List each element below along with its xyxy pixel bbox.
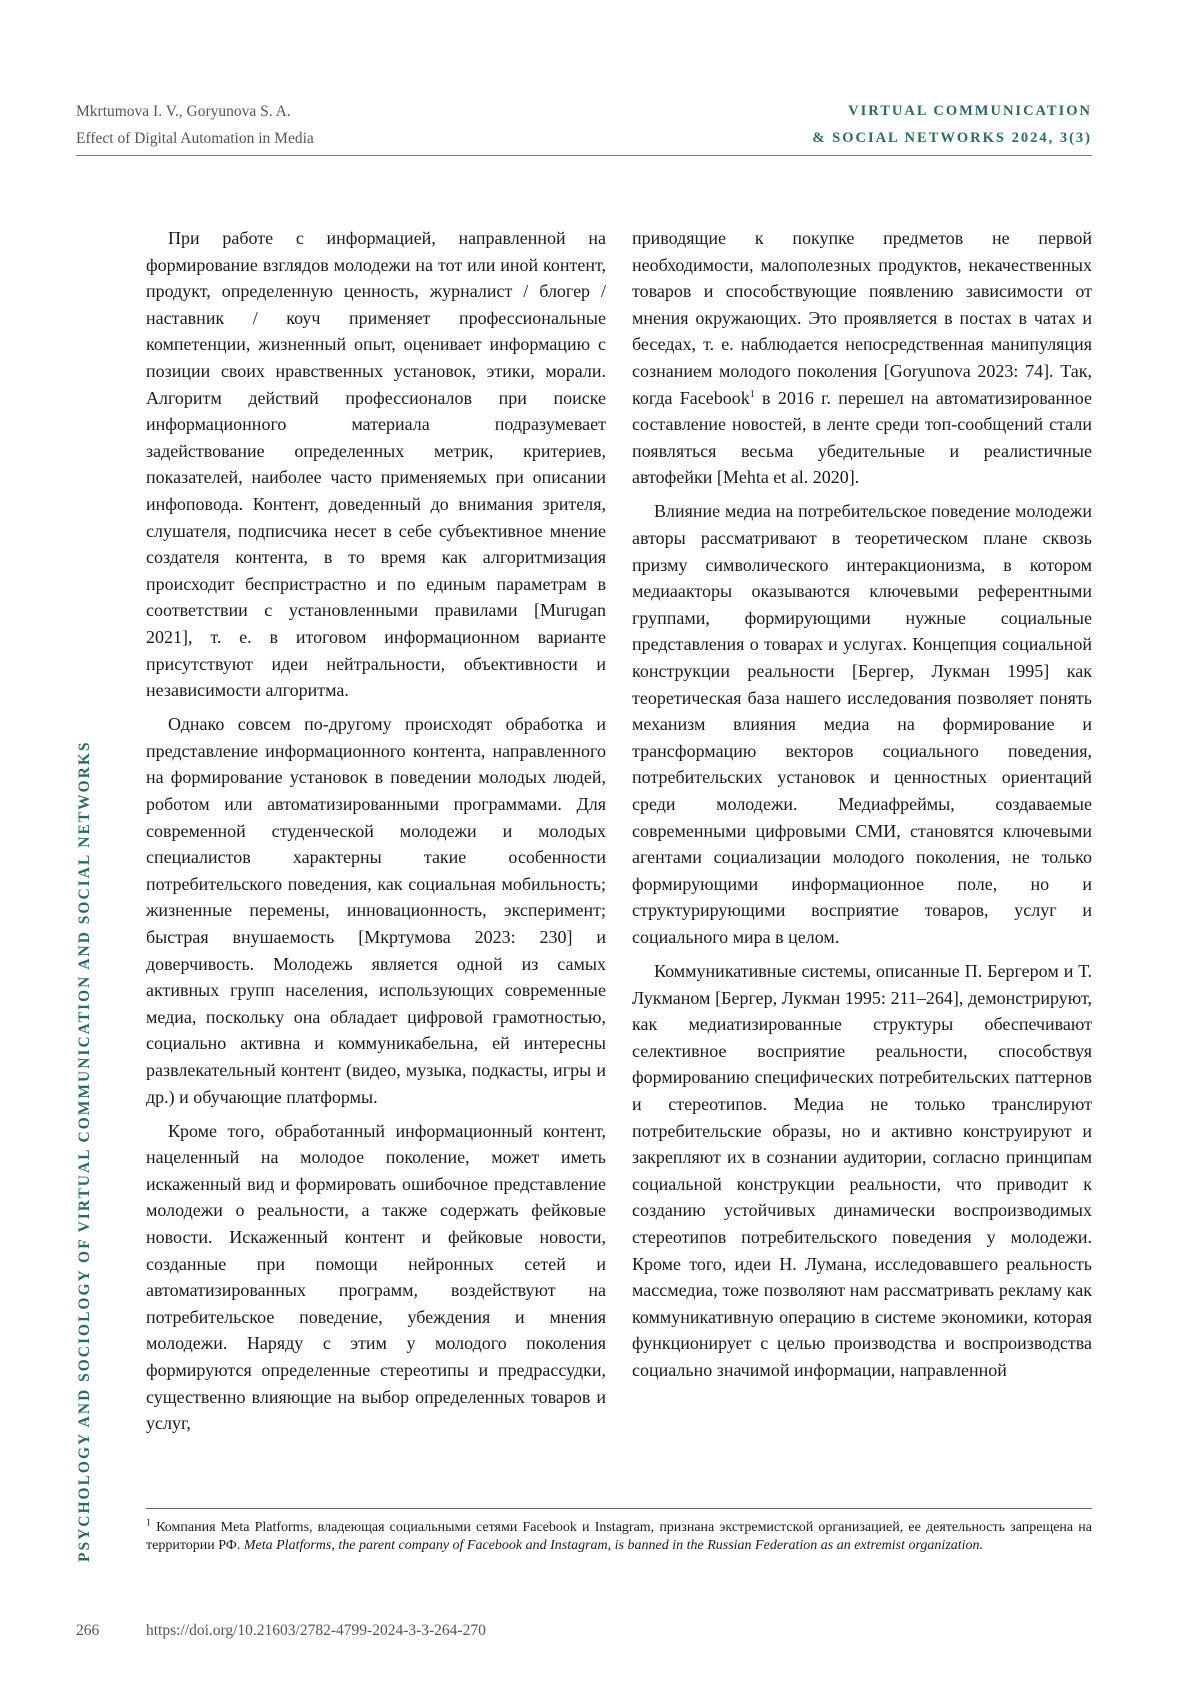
body-column-left — [146, 225, 606, 1444]
footnote-marker: 1 — [146, 1517, 151, 1529]
body-text: в 2016 г. перешел на автоматизированное составление новостей, в ленте среди топ-сообщений стали появляться весьма убедительные и реалистичные автофейки [Mehta et al. 2020]. — [632, 387, 1092, 488]
body-text: приводящие к покупке предметов не первой необходимости, малополезных продуктов, некачественных товаров и способствующие появлению зависимости от мнения окружающих. Это проявляется в постах в чатах и беседах, т. е. наблюдается непосредственная манипуляция сознанием молодого поколения [Goryunova 2023: 74]. Так, когда Facebook — [632, 228, 1092, 408]
header-journal-line1: VIRTUAL COMMUNICATION — [848, 103, 1092, 119]
header-short-title: Effect of Digital Automation in Media — [76, 130, 314, 147]
footnote-reference: 1 — [749, 388, 755, 400]
body-paragraph: Однако совсем по-другому происходят обработка и представление информационного контента, направленного на формирование установок в поведении молодых людей, роботом или автоматизированными программами. Для современной студенческой молодежи и молодых специалистов характерны такие особенности потребительского поведения, как социальная мобильность; жизненные перемены, инновационность, эксперимент; быстрая внушаемость [Мкртумова 2023: 230] и доверчивость. Молодежь является одной из самых активных групп населения, использующих современные медиа, поскольку она обладает цифровой грамотностью, социально активна и коммуникабельна, ей интересны развлекательный контент (видео, музыка, подкасты, игры и др.) и обучающие платформы. — [146, 714, 606, 1107]
body-paragraph: При работе с информацией, направленной на формирование взглядов молодежи на тот или иной контент, продукт, определенную ценность, журналист / блогер / наставник / коуч применяет профессиональные компетенции, жизненный опыт, оценивает информацию с позиции своих нравственных установок, этики, морали. Алгоритм действий профессионалов при поиске информационного материала подразумевает задействование определенных метрик, критериев, показателей, наиболее часто применяемых при описании инфоповода. Контент, доведенный до внимания зрителя, слушателя, подписчика несет в себе субъективное мнение создателя контента, в то время как алгоритмизация происходит беспристрастно и по единым параметрам в соответствии с установленными правилами [Murugan 2021], т. е. в итоговом информационном варианте присутствуют идеи нейтральности, объективности и независимости алгоритма. — [146, 228, 606, 701]
footnote — [146, 1519, 1092, 1555]
footnote-text-en: Meta Platforms, the parent company of Facebook and Instagram, is banned in the Russian Federation as an extremist organization. — [243, 1538, 984, 1553]
footnote-text-ru: Компания Meta Platforms, владеющая социальными сетями Facebook и Instagram, признана экстремистской организацией, ее деятельность запрещена на территории РФ. — [146, 1520, 1092, 1553]
body-paragraph: Коммуникативные системы, описанные П. Бергером и Т. Лукманом [Бергер, Лукман 1995: 211–264], демонстрируют, как медиатизированные структуры обеспечивают селективное восприятие реальности, способствуя формированию специфических потребительских паттернов и стереотипов. Медиа не только транслируют потребительские образы, но и активно конструируют и закрепляют их в сознании аудитории, согласно принципам социальной конструкции реальности, что приводит к созданию устойчивых динамически воспроизводимых стереотипов потребительского поведения у молодежи. Кроме того, идеи Н. Лумана, исследовавшего реальность массмедиа, тоже позволяют нам рассматривать рекламу как коммуникативную операцию в системе экономики, которая функционирует с целью производства и воспроизводства социально значимой информации, направленной — [632, 961, 1092, 1380]
header-journal-line2: & SOCIAL NETWORKS 2024, 3(3) — [812, 130, 1092, 146]
body-paragraph-continued — [632, 225, 1092, 491]
sidebar-text: PSYCHOLOGY AND SOCIOLOGY OF VIRTUAL COMMUNICATION AND SOCIAL NETWORKS — [76, 740, 93, 1562]
page-number: 266 — [76, 1622, 100, 1639]
header-authors: Mkrtumova I. V., Goryunova S. A. — [76, 103, 291, 120]
footnote-rule — [146, 1508, 1092, 1509]
doi-link[interactable]: https://doi.org/10.21603/2782-4799-2024-3-3-264-270 — [146, 1622, 486, 1639]
header-rule — [76, 155, 1092, 156]
body-paragraph: Кроме того, обработанный информационный контент, нацеленный на молодое поколение, может иметь искаженный вид и формировать ошибочное представление молодежи о реальности, а также содержать фейковые новости. Искаженный контент и фейковые новости, созданные при помощи нейронных сетей и автоматизированных программ, воздействуют на потребительское поведение, убеждения и мнения молодежи. Наряду с этим у молодого поколения формируются определенные стереотипы и предрассудки, существенно влияющие на выбор определенных товаров и услуг, — [146, 1120, 606, 1434]
body-column-right — [632, 225, 1092, 1391]
running-header-right — [812, 98, 1092, 152]
running-header-left — [76, 98, 314, 152]
body-paragraph: Влияние медиа на потребительское поведение молодежи авторы рассматривают в теоретическом плане сквозь призму символического интеракционизма, в котором медиаакторы оказываются ключевыми референтными группами, формирующими нужные социальные представления о товарах и услугах. Концепция социальной конструкции реальности [Бергер, Лукман 1995] как теоретическая база нашего исследования позволяет понять механизм влияния медиа на формирование и трансформацию векторов социального поведения, потребительских установок и ценностных ориентаций среди молодежи. Медиафреймы, создаваемые современными цифровыми СМИ, становятся ключевыми агентами социализации молодого поколения, не только формирующими информационное поле, но и структурирующими восприятие товаров, услуг и социального мира в целом. — [632, 501, 1092, 947]
